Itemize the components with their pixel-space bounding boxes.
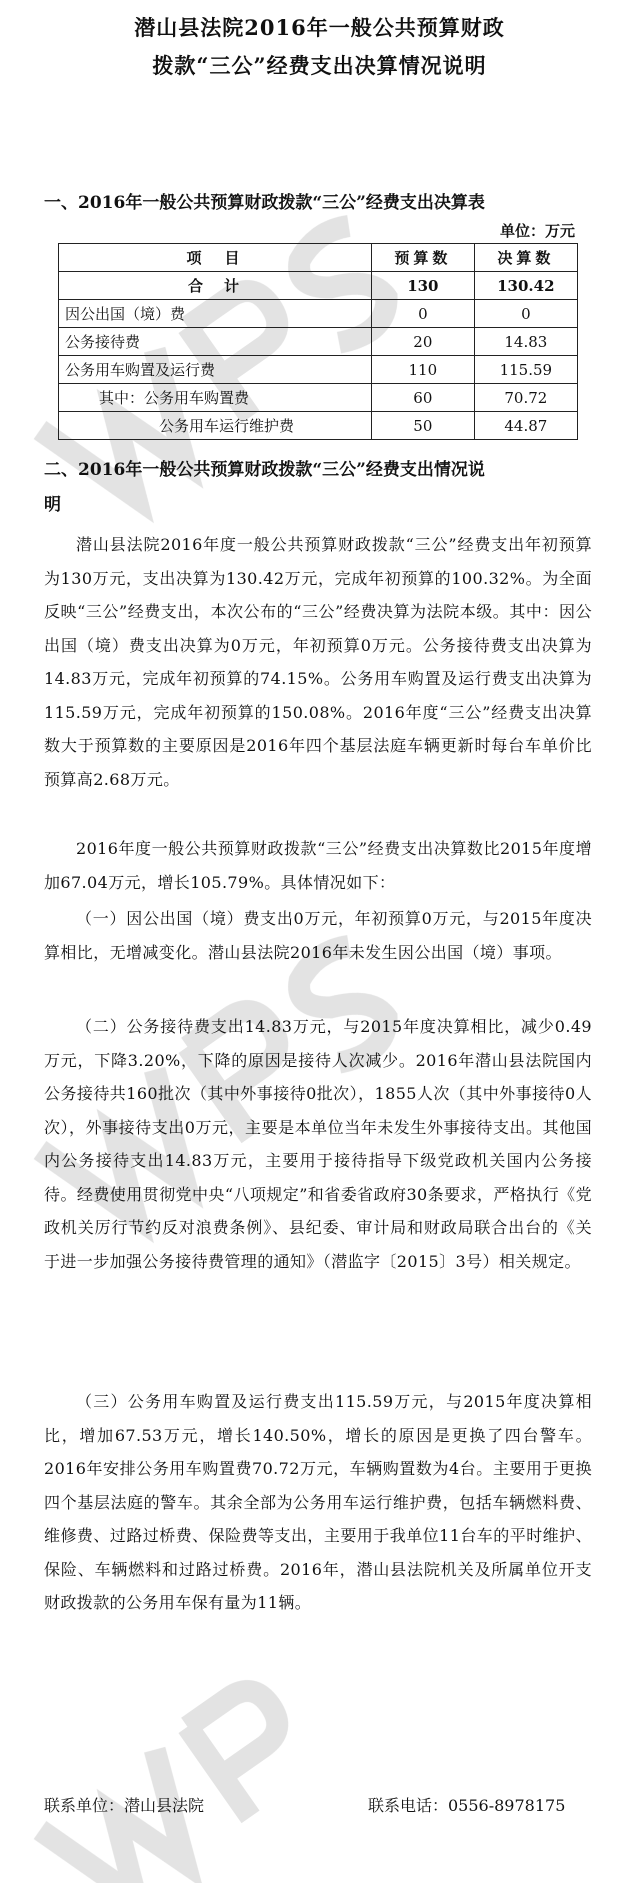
watermark-glyph: [40, 1750, 218, 1883]
row-budget: 0: [372, 300, 475, 328]
section-heading-2: 二、2016年一般公共预算财政拨款“三公”经费支出情况说: [44, 460, 485, 480]
table-row: [59, 356, 578, 384]
table-header-budget: 预算数: [372, 244, 475, 272]
contact-unit: 联系单位：潜山县法院: [44, 1796, 205, 1815]
row-actual: 115.59: [474, 356, 577, 384]
row-item: 因公出国（境）费: [59, 300, 372, 328]
row-budget: 60: [372, 384, 475, 412]
table-row: [59, 300, 578, 328]
row-budget: 130: [372, 272, 475, 300]
row-actual: 130.42: [474, 272, 577, 300]
doc-title-line2: 拨款“三公”经费支出决算情况说明: [152, 53, 487, 78]
section-heading-1: 一、2016年一般公共预算财政拨款“三公”经费支出决算表: [44, 193, 485, 213]
paragraph-overseas: （一）因公出国（境）费支出0万元，年初预算0万元，与2015年度决算相比，无增减变化。潜山县法院2016年未发生因公出国（境）事项。: [44, 909, 592, 962]
paragraph-summary: 潜山县法院2016年度一般公共预算财政拨款“三公”经费支出年初预算为130万元，支出决算为130.42万元，完成年初预算的100.32%。为全面反映“三公”经费支出，本次公布的“三公”经费决算为法院本级。其中：因公出国（境）费支出决算为0万元，年初预算0万元。公务接待费支出决算为14.83万元，完成年初预算的74.15%。公务用车购置及运行费支出决算为115.59万元，完成年初预算的150.08%。2016年度“三公”经费支出决算数大于预算数的主要原因是2016年四个基层法庭车辆更新时每台车单价比预算高2.68万元。: [44, 535, 592, 789]
row-actual: 14.83: [474, 328, 577, 356]
row-actual: 44.87: [474, 412, 577, 440]
row-actual: 0: [474, 300, 577, 328]
table-header-actual: 决算数: [474, 244, 577, 272]
unit-label: 单位：万元: [500, 222, 576, 240]
doc-title-line1: 潜山县法院2016年一般公共预算财政: [134, 15, 505, 40]
row-item: 公务用车运行维护费: [59, 412, 372, 440]
table-row: [59, 412, 578, 440]
contact-phone: 联系电话：0556-8978175: [368, 1796, 566, 1815]
table-row: [59, 328, 578, 356]
table-row: [59, 384, 578, 412]
row-budget: 110: [372, 356, 475, 384]
row-budget: 20: [372, 328, 475, 356]
paragraph-vehicles: （三）公务用车购置及运行费支出115.59万元，与2015年度决算相比，增加67.53万元，增长140.50%，增长的原因是更换了四台警车。2016年安排公务用车购置费70.72万元，车辆购置数为4台。主要用于更换四个基层法庭的警车。其余全部为公务用车运行维护费，包括车辆燃料费、维修费、过路过桥费、保险费等支出，主要用于我单位11台车的平时维护、保险、车辆燃料和过路过桥费。2016年，潜山县法院机关及所属单位开支财政拨款的公务用车保有量为11辆。: [44, 1392, 592, 1612]
row-item: 其中：公务用车购置费: [59, 384, 372, 412]
paragraph-reception: （二）公务接待费支出14.83万元，与2015年度决算相比，减少0.49万元，下降3.20%，下降的原因是接待人次减少。2016年潜山县法院国内公务接待共160批次（其中外事接待0批次），1855人次（其中外事接待0人次），外事接待支出0万元，主要是本单位当年未发生外事接待支出。其他国内公务接待支出14.83万元，主要用于接待指导下级党政机关国内公务接待。经费使用贯彻党中央“八项规定”和省委省政府30条要求，严格执行《党政机关厉行节约反对浪费条例》、县纪委、审计局和财政局联合出台的《关于进一步加强公务接待费管理的通知》（潜监字〔2015〕3号）相关规定。: [44, 1017, 592, 1271]
row-item: 公务接待费: [59, 328, 372, 356]
watermark-glyph: [187, 1681, 316, 1817]
table-row-total: [59, 272, 578, 300]
table-header-item: 项 目: [59, 244, 372, 272]
budget-table: [58, 243, 578, 440]
row-budget: 50: [372, 412, 475, 440]
paragraph-comparison: 2016年度一般公共预算财政拨款“三公”经费支出决算数比2015年度增加67.04万元，增长105.79%。具体情况如下：: [44, 839, 592, 892]
row-actual: 70.72: [474, 384, 577, 412]
section-heading-2-cont: 明: [44, 495, 61, 515]
row-item: 合 计: [59, 272, 372, 300]
table-header-row: [59, 244, 578, 272]
row-item: 公务用车购置及运行费: [59, 356, 372, 384]
